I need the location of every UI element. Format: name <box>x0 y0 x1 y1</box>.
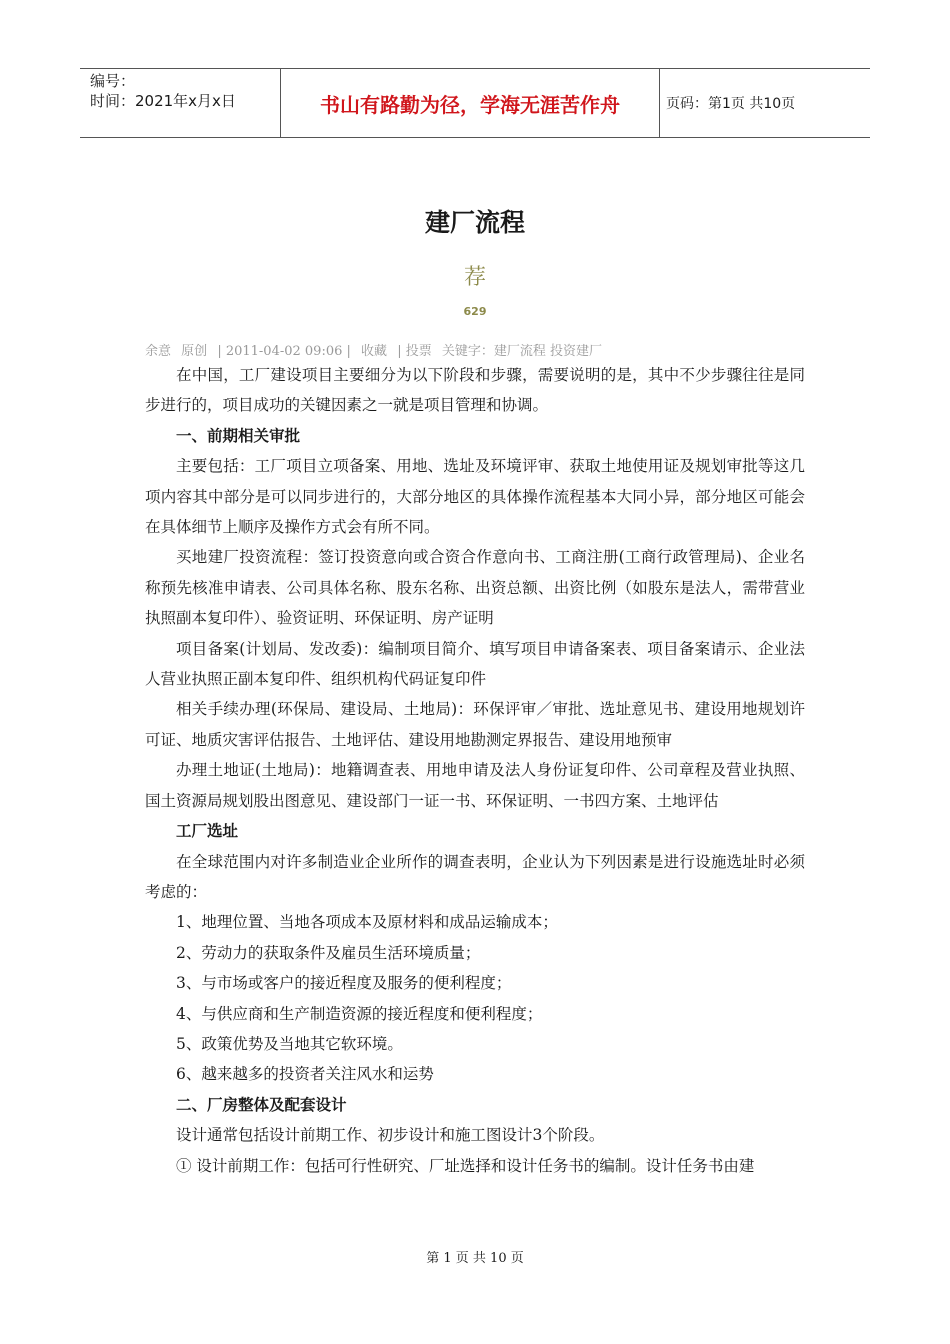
paragraph: 项目备案(计划局、发改委)：编制项目简介、填写项目申请备案表、项目备案请示、企业法人营业执照正副本复印件、组织机构代码证复印件 <box>145 639 805 689</box>
paragraph: 4、与供应商和生产制造资源的接近程度和便利程度； <box>176 1004 543 1023</box>
recommend-count: 629 <box>463 305 487 318</box>
section-heading: 一、前期相关审批 <box>176 426 301 445</box>
time-label: 时间：2021年x月x日 <box>90 92 236 110</box>
paragraph: ① 设计前期工作：包括可行性研究、厂址选择和设计任务书的编制。设计任务书由建 <box>176 1156 755 1175</box>
paragraph: 主要包括：工厂项目立项备案、用地、选址及环境评审、获取土地使用证及规划审批等这几项内容其中部分是可以同步进行的，大部分地区的具体操作流程基本大同小异，部分地区可能会在具体细节上顺序及操作方式会有所不同。 <box>145 457 805 537</box>
paragraph: 相关手续办理(环保局、建设局、土地局)：环保评审／审批、选址意见书、建设用地规划许可证、地质灾害评估报告、土地评估、建设用地勘测定界报告、建设用地预审 <box>145 700 805 749</box>
meta-vote[interactable]: | 投票 <box>397 344 432 359</box>
meta-datetime: | 2011-04-02 09:06 | <box>217 344 351 359</box>
section-heading: 工厂选址 <box>176 822 239 841</box>
paragraph: 3、与市场或客户的接近程度及服务的便利程度； <box>176 974 512 993</box>
header-page-info: 页码：第1页 共10页 <box>666 96 796 112</box>
recommend-label: 荐 <box>463 265 486 290</box>
paragraph: 1、地理位置、当地各项成本及原材料和成品运输成本； <box>176 913 558 932</box>
page-header <box>80 68 870 138</box>
header-motto: 书山有路勤为径，学海无涯苦作舟 <box>280 69 660 137</box>
meta-author[interactable]: 余意 <box>145 344 172 359</box>
article-meta <box>145 340 608 359</box>
document-body <box>145 360 805 1181</box>
paragraph: 在全球范围内对许多制造业企业所作的调查表明，企业认为下列因素是进行设施选址时必须考虑的： <box>145 852 805 901</box>
meta-keywords: 关键字：建厂流程 投资建厂 <box>441 344 602 359</box>
paragraph: 2、劳动力的获取条件及雇员生活环境质量； <box>176 943 481 962</box>
paragraph: 设计通常包括设计前期工作、初步设计和施工图设计3个阶段。 <box>176 1126 605 1145</box>
header-info-cell <box>80 69 280 137</box>
paragraph: 6、越来越多的投资者关注风水和运势 <box>176 1065 434 1084</box>
paragraph: 5、政策优势及当地其它软环境。 <box>176 1034 403 1053</box>
paragraph: 买地建厂投资流程：签订投资意向或合资合作意向书、工商注册(工商行政管理局)、企业名称预先核准申请表、公司具体名称、股东名称、出资总额、出资比例（如股东是法人，需带营业执照副本复印件）、验资证明、环保证明、房产证明 <box>145 548 805 628</box>
number-label: 编号： <box>90 72 136 90</box>
document-title: 建厂流程 <box>424 208 525 237</box>
meta-type: 原创 <box>181 344 208 359</box>
paragraph: 在中国，工厂建设项目主要细分为以下阶段和步骤，需要说明的是，其中不少步骤往往是同步进行的，项目成功的关键因素之一就是项目管理和协调。 <box>145 366 805 415</box>
page-footer: 第 1 页 共 10 页 <box>426 1251 524 1266</box>
meta-favorite[interactable]: 收藏 <box>361 344 388 359</box>
paragraph: 办理土地证(土地局)：地籍调查表、用地申请及法人身份证复印件、公司章程及营业执照、国土资源局规划股出图意见、建设部门一证一书、环保证明、一书四方案、土地评估 <box>145 761 805 810</box>
section-heading: 二、厂房整体及配套设计 <box>176 1095 347 1114</box>
